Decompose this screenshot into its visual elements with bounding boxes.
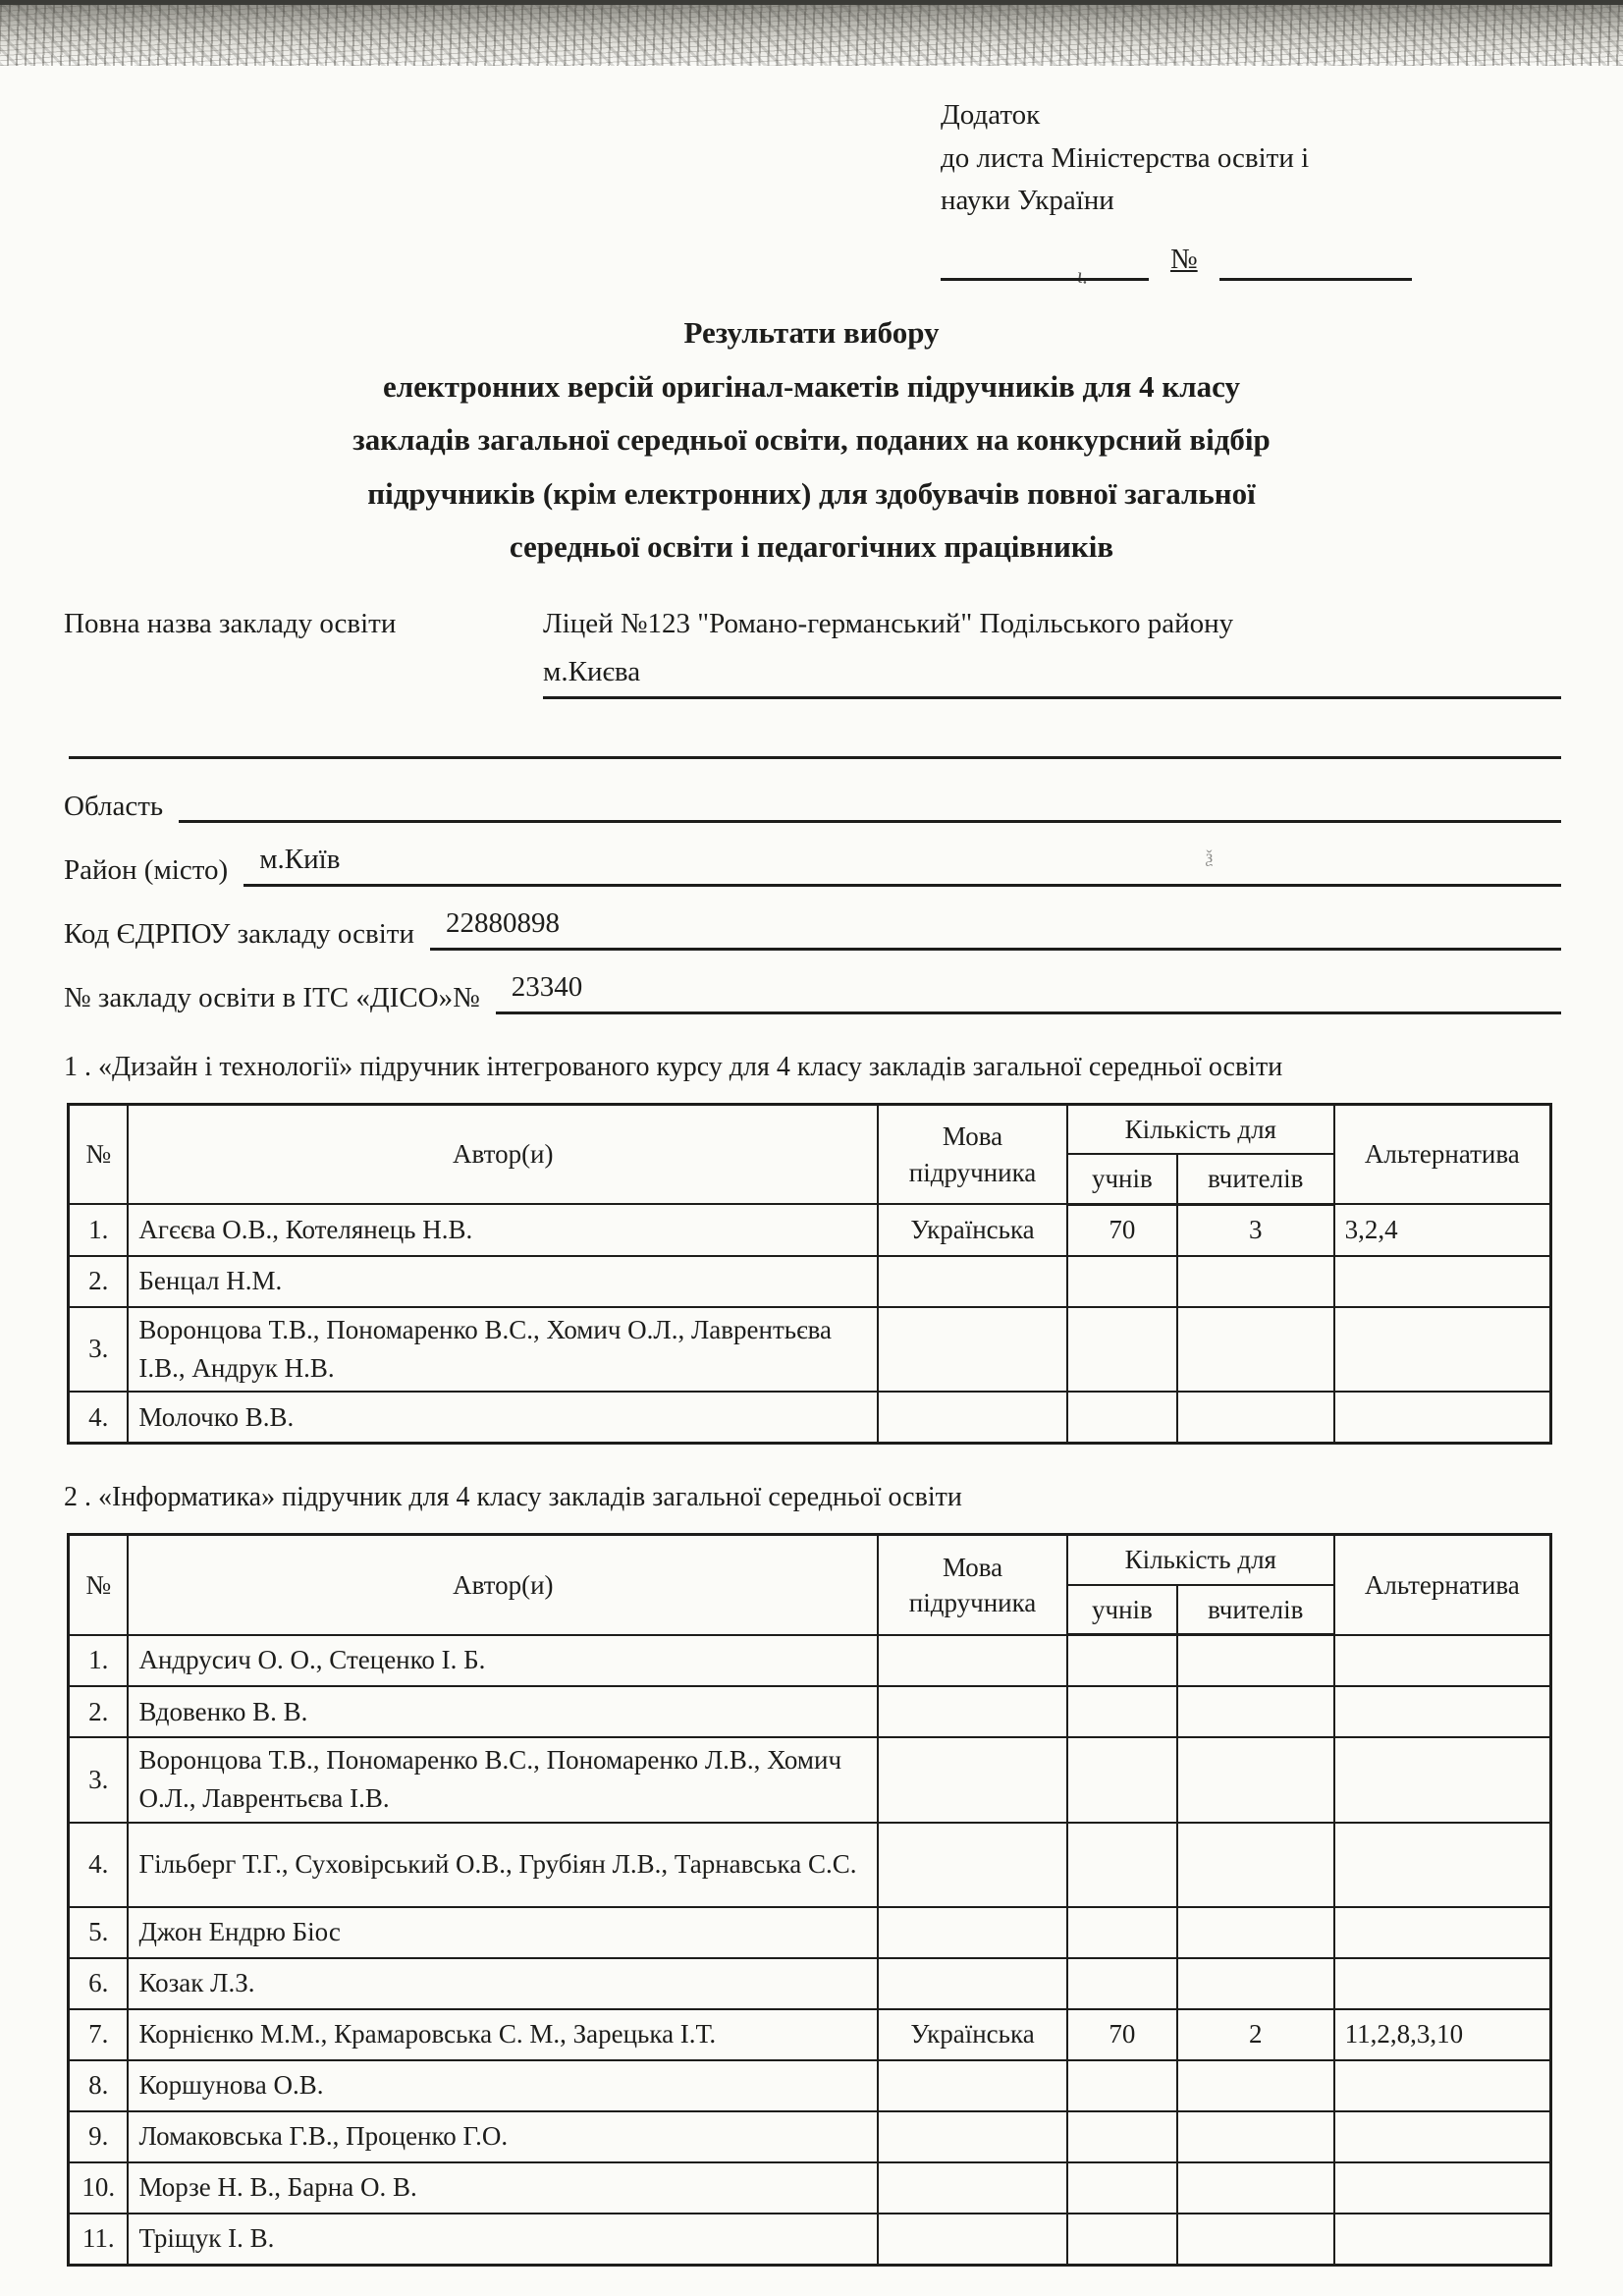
row-number: 3. (69, 1307, 129, 1392)
table-row (69, 2214, 1551, 2266)
table-1-header (69, 1104, 1551, 1204)
row-alternative (1334, 1958, 1551, 2009)
school-name-line-2: м.Києва (543, 656, 1561, 699)
appendix-line-3: науки України (941, 185, 1114, 216)
school-name-label: Повна назва закладу освіти (64, 607, 397, 639)
date-blank-line (941, 243, 1149, 281)
col-language-header: Мова підручника (878, 1535, 1067, 1635)
row-language (878, 1737, 1067, 1822)
row-authors: Молочко В.В. (128, 1392, 878, 1444)
table-row (69, 1392, 1551, 1444)
table-row (69, 1686, 1551, 1737)
row-language (878, 1307, 1067, 1392)
row-number: 6. (69, 1958, 129, 2009)
row-number: 8. (69, 2060, 129, 2111)
table-row (69, 2162, 1551, 2214)
row-number: 5. (69, 1907, 129, 1958)
row-language (878, 2162, 1067, 2214)
title-line-5: середньої освіти і педагогічних працівників (509, 529, 1114, 565)
district-value: м.Київ (243, 844, 1561, 887)
row-language: Українська (878, 2009, 1067, 2060)
school-name-value (543, 608, 1561, 699)
table-row (69, 1823, 1551, 1907)
row-alternative (1334, 1907, 1551, 1958)
col-num-header: № (69, 1104, 129, 1204)
row-authors: Ломаковська Г.В., Проценко Г.О. (128, 2111, 878, 2162)
section-1-heading: 1 . «Дизайн і технології» підручник інтегрованого курсу для 4 класу закладів загальної середньої освіти (64, 1051, 1283, 1082)
row-language (878, 1635, 1067, 1687)
table-row (69, 1737, 1551, 1822)
title-line-3: закладів загальної середньої освіти, поданих на конкурсний відбір (352, 422, 1271, 458)
row-alternative (1334, 1823, 1551, 1907)
col-authors-header: Автор(и) (128, 1535, 878, 1635)
row-alternative (1334, 2214, 1551, 2266)
row-alternative: 3,2,4 (1334, 1204, 1551, 1256)
row-language (878, 1907, 1067, 1958)
row-teachers (1177, 1907, 1334, 1958)
row-teachers (1177, 1686, 1334, 1737)
row-teachers (1177, 2214, 1334, 2266)
row-alternative (1334, 2111, 1551, 2162)
title-line-4: підручників (крім електронних) для здобувачів повної загальної (367, 475, 1256, 511)
row-number: 11. (69, 2214, 129, 2266)
edrpou-label: Код ЄДРПОУ закладу освіти (64, 917, 414, 950)
region-row (64, 780, 1561, 823)
table-row (69, 2111, 1551, 2162)
section-2-heading: 2 . «Інформатика» підручник для 4 класу закладів загальної середньої освіти (64, 1482, 962, 1513)
row-number: 10. (69, 2162, 129, 2214)
row-number: 4. (69, 1823, 129, 1907)
row-teachers (1177, 2060, 1334, 2111)
document-title (79, 306, 1544, 574)
table-row (69, 1307, 1551, 1392)
row-language (878, 1256, 1067, 1307)
appendix-number-row (941, 239, 1564, 282)
col-students-header: учнів (1067, 1154, 1177, 1204)
number-blank-line (1219, 243, 1412, 281)
row-authors: Джон Ендрю Біос (128, 1907, 878, 1958)
row-number: 1. (69, 1635, 129, 1687)
row-alternative (1334, 1392, 1551, 1444)
row-authors: Агєєва О.В., Котелянець Н.В. (128, 1204, 878, 1256)
row-teachers (1177, 1256, 1334, 1307)
row-students (1067, 1635, 1177, 1687)
row-language (878, 2060, 1067, 2111)
blank-rule-line (69, 713, 1561, 759)
col-authors-header: Автор(и) (128, 1104, 878, 1204)
row-students (1067, 2060, 1177, 2111)
row-students (1067, 1823, 1177, 1907)
title-line-2: електронних версій оригінал-макетів підручників для 4 класу (382, 368, 1240, 404)
table-row (69, 2009, 1551, 2060)
title-line-1: Результати вибору (683, 315, 940, 350)
row-authors: Бенцал Н.М. (128, 1256, 878, 1307)
row-authors: Тріщук І. В. (128, 2214, 878, 2266)
row-number: 1. (69, 1204, 129, 1256)
row-language: Українська (878, 1204, 1067, 1256)
row-number: 2. (69, 1686, 129, 1737)
school-name-row (64, 608, 1561, 699)
row-teachers (1177, 1958, 1334, 2009)
row-alternative (1334, 1737, 1551, 1822)
row-alternative (1334, 1686, 1551, 1737)
row-teachers (1177, 1307, 1334, 1392)
row-teachers: 3 (1177, 1204, 1334, 1256)
appendix-header (941, 94, 1564, 281)
district-label: Район (місто) (64, 853, 229, 886)
row-students (1067, 1907, 1177, 1958)
diso-row (64, 971, 1561, 1014)
number-sign-label: № (1170, 243, 1198, 275)
row-authors: Воронцова Т.В., Пономаренко В.С., Пономаренко Л.В., Хомич О.Л., Лаврентьєва І.В. (128, 1737, 878, 1822)
region-label: Область (64, 790, 164, 822)
school-name-line-1: Ліцей №123 "Романо-германський" Подільського району (543, 607, 1234, 639)
col-students-header: учнів (1067, 1585, 1177, 1635)
row-authors: Воронцова Т.В., Пономаренко В.С., Хомич О.Л., Лаврентьєва І.В., Андрук Н.В. (128, 1307, 878, 1392)
table-row (69, 1204, 1551, 1256)
table-2-header (69, 1535, 1551, 1635)
col-quantity-header: Кількість для (1067, 1535, 1334, 1585)
row-authors: Коршунова О.В. (128, 2060, 878, 2111)
edrpou-row (64, 907, 1561, 951)
appendix-line-2: до листа Міністерства освіти і (941, 141, 1310, 174)
row-authors: Морзе Н. В., Барна О. В. (128, 2162, 878, 2214)
row-alternative (1334, 1256, 1551, 1307)
row-students (1067, 1737, 1177, 1822)
table-row (69, 1635, 1551, 1687)
row-authors: Козак Л.З. (128, 1958, 878, 2009)
diso-value: 23340 (496, 971, 1561, 1014)
table-row (69, 1907, 1551, 1958)
row-teachers (1177, 1737, 1334, 1822)
row-students: 70 (1067, 2009, 1177, 2060)
row-teachers (1177, 2111, 1334, 2162)
diso-label: № закладу освіти в ІТС «ДІСО»№ (64, 981, 480, 1013)
region-value (179, 780, 1561, 823)
row-alternative (1334, 1307, 1551, 1392)
scan-noise-band (0, 0, 1623, 66)
row-teachers (1177, 1823, 1334, 1907)
row-authors: Андрусич О. О., Стеценко І. Б. (128, 1635, 878, 1687)
row-teachers (1177, 2162, 1334, 2214)
row-number: 7. (69, 2009, 129, 2060)
row-language (878, 1958, 1067, 2009)
row-number: 2. (69, 1256, 129, 1307)
scan-artifact-mark: ɩ. (1075, 262, 1091, 289)
table-row (69, 2060, 1551, 2111)
row-teachers: 2 (1177, 2009, 1334, 2060)
row-number: 3. (69, 1737, 129, 1822)
table-row (69, 1256, 1551, 1307)
row-language (878, 1686, 1067, 1737)
row-number: 4. (69, 1392, 129, 1444)
row-number: 9. (69, 2111, 129, 2162)
scan-artifact-mark-2: ѯ (1206, 847, 1214, 866)
row-students (1067, 1256, 1177, 1307)
col-teachers-header: вчителів (1177, 1154, 1334, 1204)
row-alternative (1334, 1635, 1551, 1687)
col-alternative-header: Альтернатива (1334, 1535, 1551, 1635)
row-authors: Корнієнко М.М., Крамаровська С. М., Зарецька І.Т. (128, 2009, 878, 2060)
appendix-line-1: Додаток (941, 99, 1041, 131)
row-students: 70 (1067, 1204, 1177, 1256)
col-quantity-header: Кількість для (1067, 1104, 1334, 1154)
table-row (69, 1958, 1551, 2009)
edrpou-value: 22880898 (430, 907, 1561, 951)
row-authors: Гільберг Т.Г., Суховірський О.В., Грубіян Л.В., Тарнавська С.С. (128, 1823, 878, 1907)
row-alternative (1334, 2162, 1551, 2214)
row-alternative: 11,2,8,3,10 (1334, 2009, 1551, 2060)
row-students (1067, 2162, 1177, 2214)
row-students (1067, 1392, 1177, 1444)
row-language (878, 2111, 1067, 2162)
row-teachers (1177, 1392, 1334, 1444)
design-technology-table (67, 1103, 1552, 1445)
row-alternative (1334, 2060, 1551, 2111)
col-teachers-header: вчителів (1177, 1585, 1334, 1635)
row-language (878, 2214, 1067, 2266)
row-students (1067, 1686, 1177, 1737)
informatics-table (67, 1533, 1552, 2266)
row-teachers (1177, 1635, 1334, 1687)
row-students (1067, 2214, 1177, 2266)
col-num-header: № (69, 1535, 129, 1635)
row-language (878, 1823, 1067, 1907)
col-language-header: Мова підручника (878, 1104, 1067, 1204)
col-alternative-header: Альтернатива (1334, 1104, 1551, 1204)
row-students (1067, 2111, 1177, 2162)
institution-form (64, 608, 1561, 1014)
row-students (1067, 1958, 1177, 2009)
district-row (64, 844, 1561, 887)
row-students (1067, 1307, 1177, 1392)
row-authors: Вдовенко В. В. (128, 1686, 878, 1737)
row-language (878, 1392, 1067, 1444)
